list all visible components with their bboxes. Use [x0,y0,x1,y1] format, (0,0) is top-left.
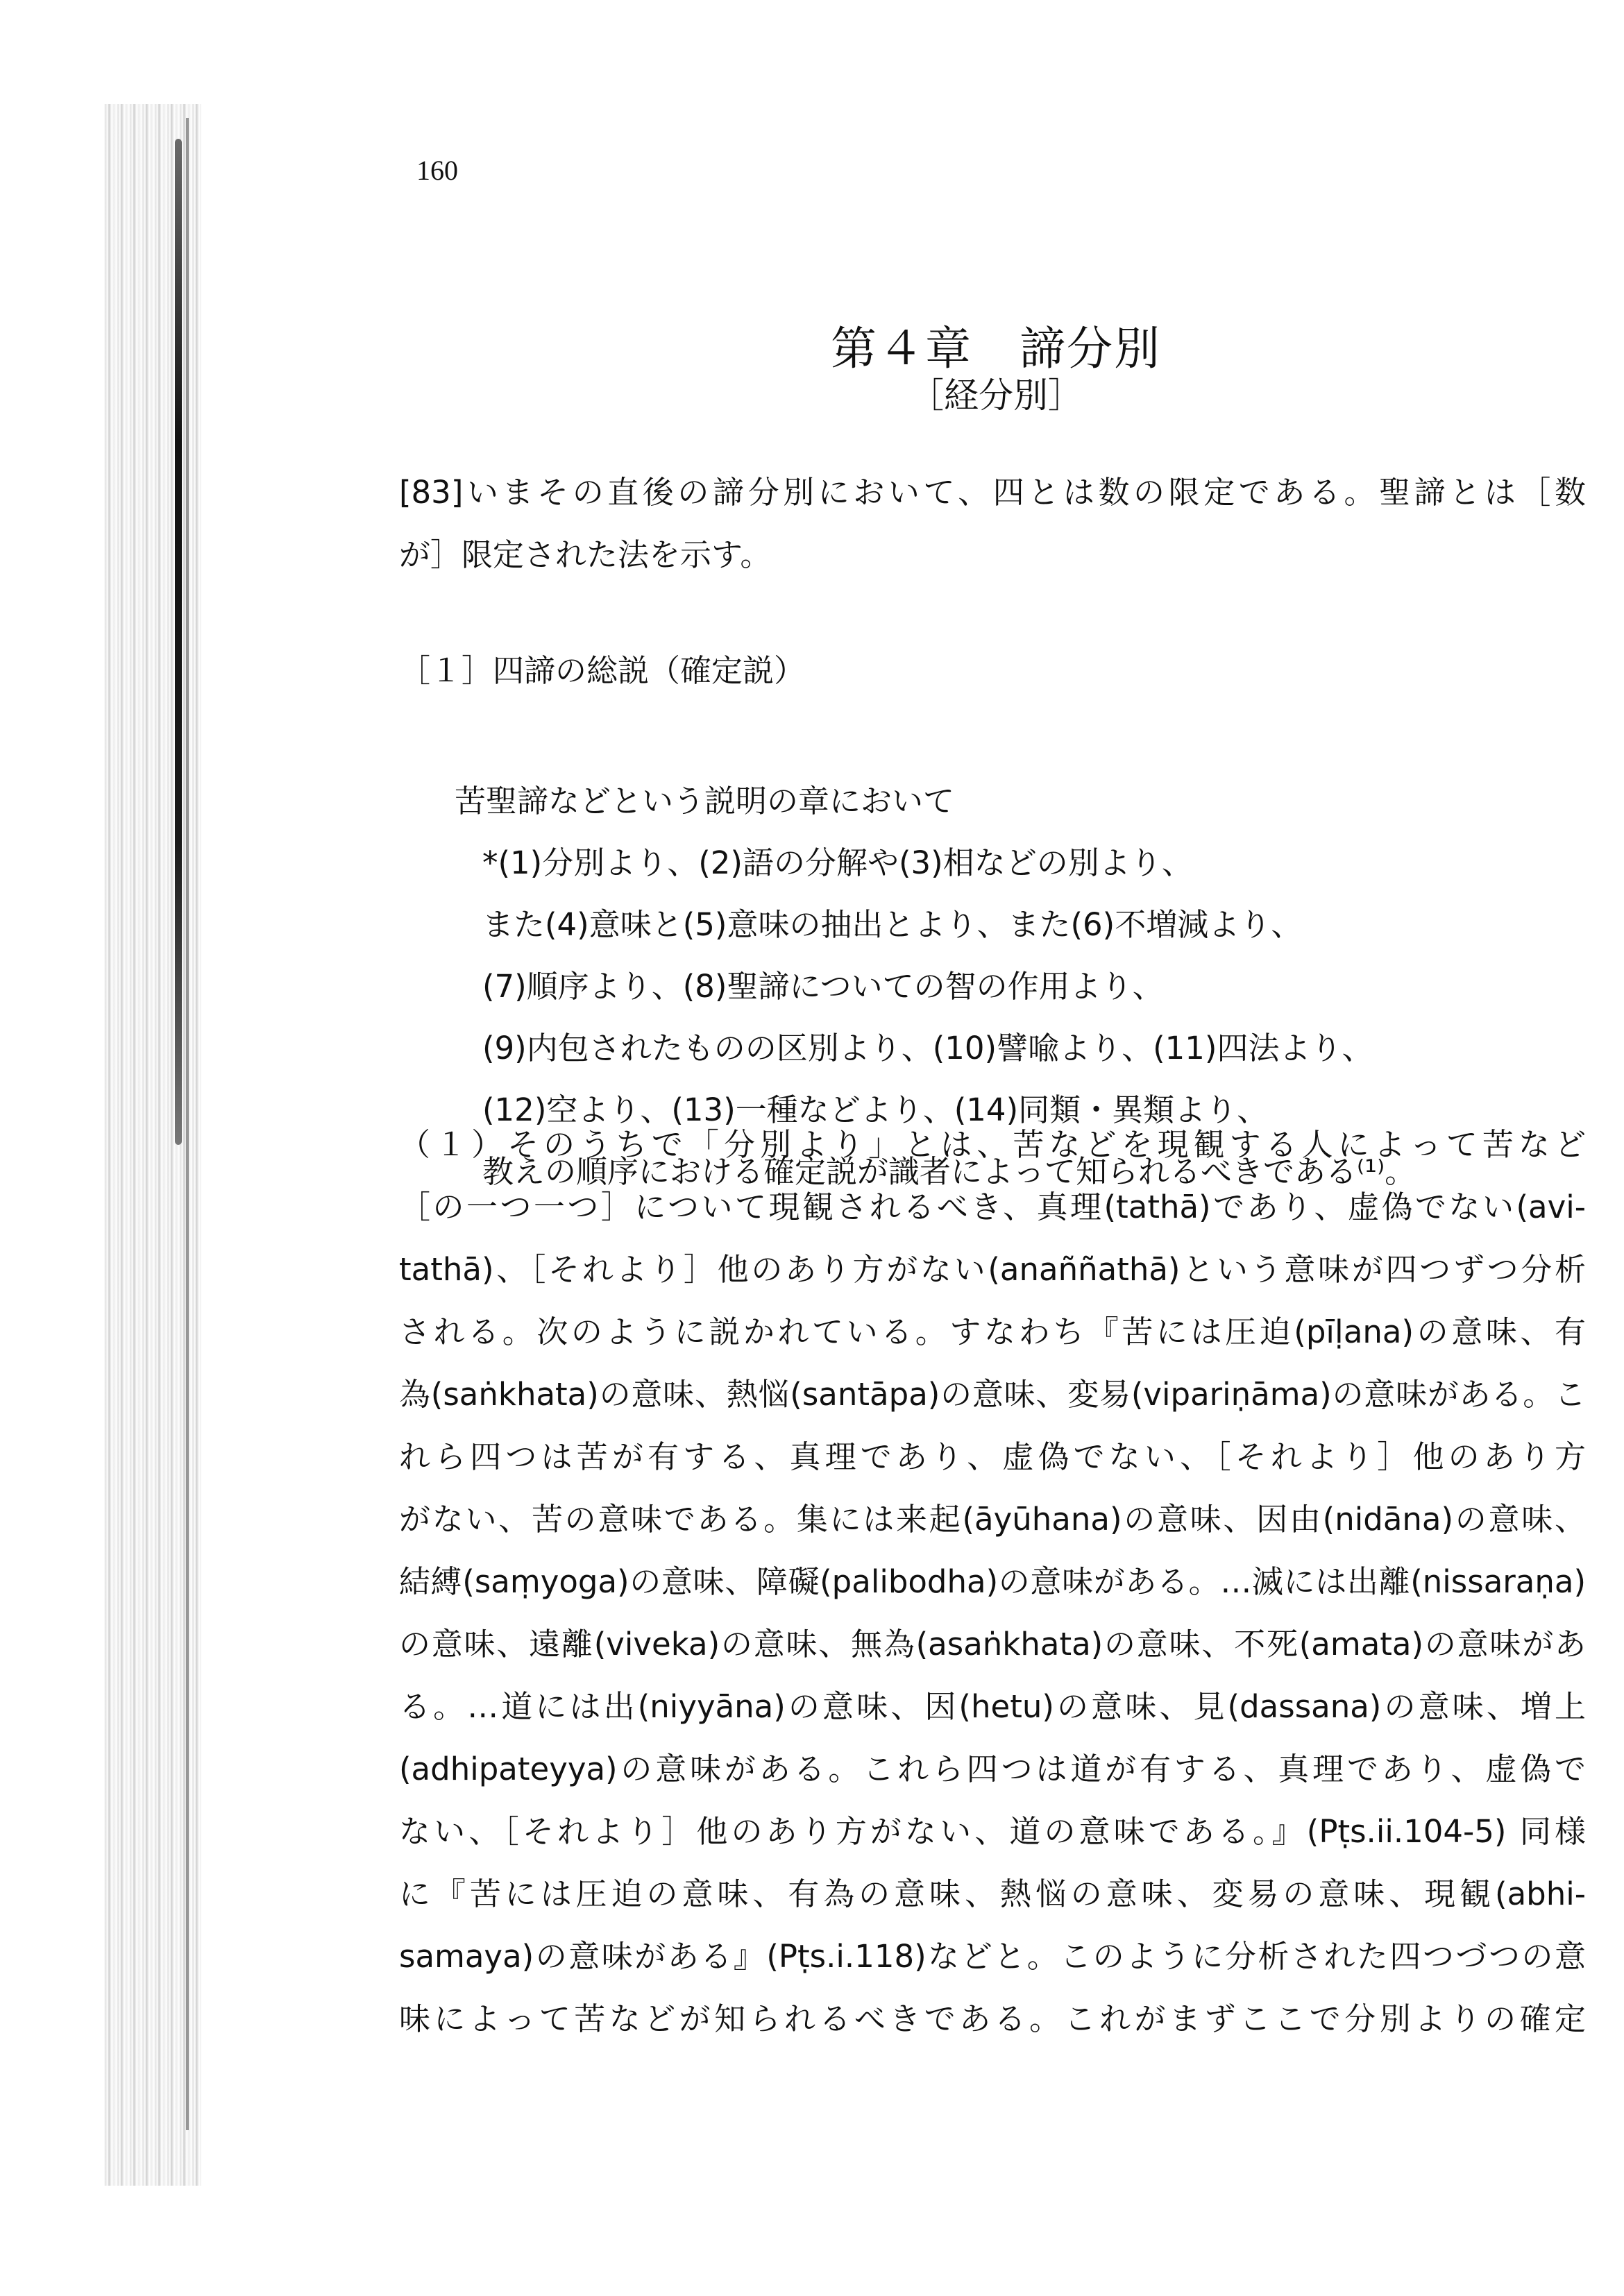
paragraph-line: がない、苦の意味である。集には来起(āyūhana)の意味、因由(nidāna)の意味、 [399,1501,1586,1538]
paragraph-line: （１）そのうちで「分別より」とは、苦などを現観する人によって苦など [399,1126,1586,1163]
binding-shadow [175,139,182,1145]
verse-line: *(1)分別より、(2)語の分解や(3)相などの別より、 [482,844,1193,881]
verse-line: (12)空より、(13)一種などより、(14)同類・異類より、 [482,1091,1269,1128]
body-paragraph [399,1114,1586,2050]
paragraph-line: される。次のように説かれている。すなわち『苦には圧迫(pīḷana)の意味、有 [399,1313,1586,1350]
verse-line: 教えの順序における確定説が識者によって知られるべきである⁽¹⁾。 [482,1153,1416,1190]
paragraph-line: tathā)、［それより］他のあり方がない(anaññathā)という意味が四つずつ分析 [399,1251,1586,1288]
intro-line: [83]いまその直後の諦分別において、四とは数の限定である。聖諦とは［数 [399,474,1586,511]
verse-line: 苦聖諦などという説明の章において [455,783,955,819]
paragraph-line: 為(saṅkhata)の意味、熱悩(santāpa)の意味、変易(vipariṇāma)の意味がある。こ [399,1376,1586,1413]
binding-edge [186,118,189,2130]
verse-line: (9)内包されたものの区別より、(10)譬喩より、(11)四法より、 [482,1030,1373,1066]
chapter-title: 第４章 諦分別 [831,322,1161,376]
verse-line: (7)順序より、(8)聖諦についての智の作用より、 [482,968,1164,1005]
paragraph-line: (adhipateyya)の意味がある。これら四つは道が有する、真理であり、虚偽で [399,1751,1586,1787]
paragraph-line: る。…道には出(niyyāna)の意味、因(hetu)の意味、見(dassana)の意味、増上 [399,1688,1586,1725]
chapter-subtitle: ［経分別］ [909,375,1083,416]
paragraph-line: に『苦には圧迫の意味、有為の意味、熱悩の意味、変易の意味、現観(abhi- [399,1876,1586,1912]
section-heading: ［１］四諦の総説（確定説） [399,652,806,689]
paragraph-line: ない、［それより］他のあり方がない、道の意味である。』(Pṭs.ii.104-5) 同様 [399,1813,1586,1850]
paragraph-line: ［の一つ一つ］について現観されるべき、真理(tathā)であり、虚偽でない(avi- [399,1189,1586,1225]
paragraph-line: samaya)の意味がある』(Pṭs.i.118)などと。このように分析された四つづつの意 [399,1938,1586,1975]
paragraph-line: の意味、遠離(viveka)の意味、無為(asaṅkhata)の意味、不死(amata)の意味があ [399,1626,1586,1663]
verse-line: また(4)意味と(5)意味の抽出とより、また(6)不増減より、 [482,906,1303,943]
paragraph-line: 結縛(saṃyoga)の意味、障礙(palibodha)の意味がある。…滅には出離(nissaraṇa) [399,1563,1586,1600]
intro-paragraph [399,461,1586,586]
paragraph-line: れら四つは苦が有する、真理であり、虚偽でない、［それより］他のあり方 [399,1438,1586,1475]
intro-line: が］限定された法を示す。 [399,536,772,573]
paragraph-line: 味によって苦などが知られるべきである。これがまずここで分別よりの確定 [399,2000,1586,2037]
page-number: 160 [416,155,458,186]
